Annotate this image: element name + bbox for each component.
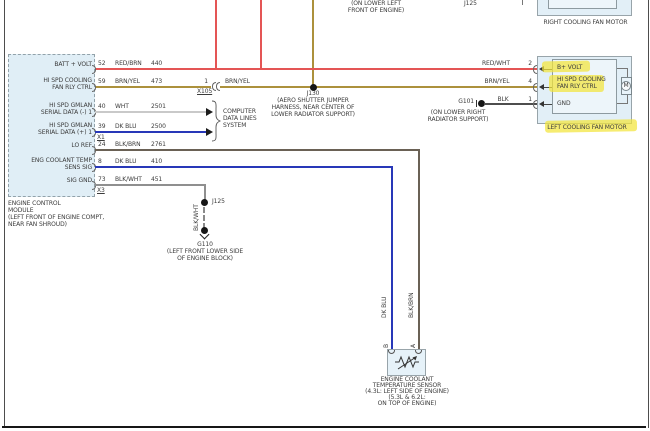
fan-pin2-number: 2 (528, 60, 532, 67)
frame-bottom-border (2, 426, 646, 428)
fan-terminal-b-volt: B+ VOLT (557, 64, 583, 71)
cdl-brace-icon (210, 101, 220, 141)
wire-wht-2501 (95, 111, 206, 113)
g110-name: G110 (197, 241, 213, 248)
wire-blk-brn-2761-v (418, 149, 420, 350)
ecm-pin59: 59 (98, 78, 106, 85)
j130-caption-line1: (AERO SHUTTER JUMPER (277, 97, 349, 104)
g110-caption-line2: OF ENGINE BLOCK) (177, 255, 233, 262)
ecm-pin8: 8 (98, 158, 102, 165)
sensor-caption-line3: (4.3L: LEFT SIDE OF ENGINE) (365, 388, 449, 395)
g101-name: G101 (458, 98, 474, 105)
x105-connector-link[interactable]: X105 (197, 88, 213, 95)
ecm-label-batt-volt (8, 61, 92, 68)
top-location-note-line2: FRONT OF ENGINE) (347, 7, 405, 14)
j130-caption-line3: LOWER RADIATOR SUPPORT) (271, 111, 355, 118)
g101-wire-label: BLK (497, 96, 509, 103)
ecm-label-row5-line1: ENG COOLANT TEMP (31, 157, 92, 164)
computer-data-lines-label (223, 108, 257, 129)
wire-red-brn-440 (95, 68, 537, 70)
right-fan-motor-inner-box (548, 0, 617, 9)
ecm-wire39: DK BLU (115, 123, 137, 130)
ecm-wire8: DK BLU (115, 158, 137, 165)
sensor-caption-line2: TEMPERATURE SENSOR (372, 382, 442, 389)
fan-brnyel-wire-label: BRN/YEL (484, 78, 510, 85)
ecm-ckt24: 2761 (151, 141, 166, 148)
sensor-caption-line1: ENGINE COOLANT (380, 376, 434, 383)
ecm-pin39: 39 (98, 123, 106, 130)
right-fan-motor-caption: RIGHT COOLING FAN MOTOR (543, 19, 628, 26)
ecm-pin52-connector-icon (92, 65, 96, 74)
g101-caption-line2: RADIATOR SUPPORT) (427, 116, 489, 123)
j130-caption (248, 90, 378, 118)
wire-brnyel-vertical (312, 0, 314, 88)
ecm-ckt39: 2500 (151, 123, 166, 130)
ecm-label-row6-line1: SIG GND (66, 177, 92, 184)
sensor-wire-a-label: BLK/BRN (408, 292, 415, 318)
fan-terminal-gnd: GND (557, 100, 571, 107)
g110-wire-label: BLK/WHT (193, 204, 200, 231)
top-location-note-line1: (ON LOWER LEFT (351, 0, 401, 7)
fan-pin1-stub (544, 104, 552, 105)
ecm-wire52: RED/BRN (115, 60, 142, 67)
ecm-caption-line4: NEAR FAN SHROUD) (8, 221, 67, 228)
g101-ground-tick (476, 100, 477, 107)
ecm-label-gmlan-plus (8, 122, 92, 136)
ecm-pin73: 73 (98, 176, 106, 183)
wire-dk-blu-410-h (95, 166, 393, 168)
fan-pin2-connector-icon (533, 65, 537, 74)
sensor-wire-b-label: DK BLU (381, 296, 388, 318)
motor-lead-bottom-h (617, 103, 628, 104)
fan-terminal-hi-spd-line2: FAN RLY CTRL (557, 83, 597, 90)
ecm-label-row0-line1: BATT + VOLT (54, 61, 92, 68)
ecm-label-row2-line2: SERIAL DATA (-) 1 (40, 109, 92, 116)
ecm-label-row1-line1: HI SPD COOLING (43, 77, 92, 84)
x105-connector-icon-2 (216, 82, 220, 91)
ecm-x1-connector-link[interactable]: X1 (97, 134, 105, 141)
wire-blk-brn-2761-h (95, 149, 420, 151)
ecm-label-row5-line2: SENS SIG (64, 164, 92, 171)
frame-right-border (648, 0, 649, 428)
fan-pin1-connector-icon (533, 100, 537, 109)
ecm-caption-line1: ENGINE CONTROL (8, 200, 61, 207)
fan-pin1-number: 1 (528, 96, 532, 103)
ecm-x3-connector-link[interactable]: X3 (97, 187, 105, 194)
ecm-pin52: 52 (98, 60, 106, 67)
coolant-sensor-caption (347, 377, 467, 407)
sensor-pin-a: A (410, 343, 417, 348)
ecm-label-row1-line2: FAN RLY CTRL (52, 84, 92, 91)
ecm-wire24: BLK/BRN (115, 141, 141, 148)
g110-caption-line1: (LEFT FRONT LOWER SIDE (166, 248, 244, 255)
ecm-wire40: WHT (115, 103, 129, 110)
ecm-label-row4-line1: LO REF (71, 142, 92, 149)
motor-circle: M (621, 81, 631, 91)
sensor-pin-b: B (383, 343, 390, 348)
cdl-line2: DATA LINES (223, 115, 257, 122)
ecm-ckt73: 451 (151, 176, 163, 183)
top-j125-label: J125 (464, 0, 477, 7)
ecm-wire73: BLK/WHT (115, 176, 142, 183)
thermistor-icon (395, 354, 419, 371)
fan-redwht-wire-label: RED/WHT (481, 60, 510, 67)
wire-brn-yel-473-seg1 (95, 86, 211, 88)
wire-brn-yel-473-seg2 (220, 86, 537, 88)
ecm-pin40: 40 (98, 103, 106, 110)
fan-terminal-hi-spd-line1: HI SPD COOLING (557, 76, 606, 83)
ecm-pin59-connector-icon (92, 83, 96, 92)
fan-terminal-hi-spd (557, 76, 606, 90)
j125-splice-dot (201, 199, 208, 206)
cdl-line1: COMPUTER (223, 108, 256, 115)
ecm-label-lo-ref (8, 142, 92, 149)
ecm-label-row3-line1: HI SPD GMLAN (49, 122, 92, 129)
ecm-ckt8: 410 (151, 158, 163, 165)
cdl-line3: SYSTEM (223, 122, 247, 129)
ecm-ckt40: 2501 (151, 103, 166, 110)
ecm-caption (8, 200, 104, 228)
g101-caption (413, 109, 503, 123)
ecm-label-row3-line2: SERIAL DATA (+) 1 (38, 129, 92, 136)
wire-dk-blu-2500 (95, 131, 206, 133)
ecm-caption-line3: (LEFT FRONT OF ENGINE COMPT, (8, 214, 105, 221)
ecm-caption-line2: MODULE (8, 207, 34, 214)
x105-pin-number: 1 (204, 78, 208, 85)
sensor-caption-line5: ON TOP OF ENGINE) (377, 400, 437, 407)
ecm-label-sig-gnd (8, 177, 92, 184)
g110-caption (145, 241, 265, 262)
wire-red-vertical-2 (260, 0, 262, 70)
left-fan-motor-caption: LEFT COOLING FAN MOTOR (547, 124, 627, 131)
wire-red-vertical-1 (215, 0, 217, 70)
fan-pin4-number: 4 (528, 78, 532, 85)
sensor-caption-line4: (5.3L & 6.2L: (388, 394, 426, 401)
ecm-label-fan-rly (8, 77, 92, 91)
ecm-pin24: 24 (98, 141, 106, 148)
ecm-ckt52: 440 (151, 60, 163, 67)
fan-pin4-connector-icon (533, 83, 537, 92)
j130-caption-line2: HARNESS, NEAR CENTER OF (271, 104, 355, 111)
ecm-label-row2-line1: HI SPD GMLAN (49, 102, 92, 109)
ecm-wire59: BRN/YEL (115, 78, 140, 85)
wire-dk-blu-410-v (391, 166, 393, 350)
ecm-ckt59: 473 (151, 78, 163, 85)
g101-caption-line1: (ON LOWER RIGHT (430, 109, 486, 116)
top-wire-stub (522, 0, 523, 5)
wire-blk-wht-dashed (203, 207, 205, 229)
frame-left-border (4, 0, 5, 428)
x105-wire-label: BRN/YEL (225, 78, 250, 85)
wire-blk-wht-451-h (95, 184, 206, 186)
j130-name: J130 (306, 90, 320, 97)
ecm-label-ect-sig (8, 157, 92, 171)
j125-splice-label: J125 (212, 198, 225, 205)
ecm-label-gmlan-minus (8, 102, 92, 116)
wire-blk-g101 (484, 103, 537, 105)
